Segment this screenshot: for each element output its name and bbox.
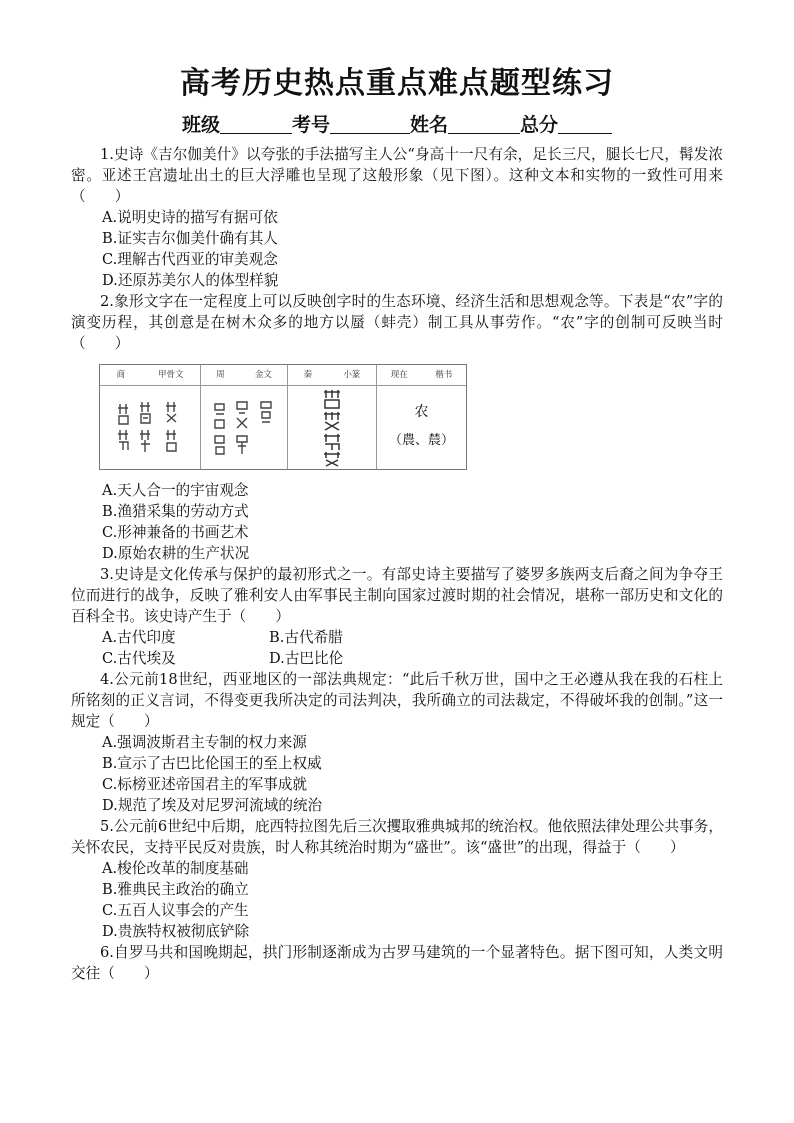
question-6-stem: 6.自罗马共和国晚期起，拱门形制逐渐成为古罗马建筑的一个显著特色。据下图可知，人类文明交往（ ） xyxy=(71,944,723,982)
question-2-option-a: A.天人合一的宇宙观念 xyxy=(102,482,249,499)
exam-number-blank[interactable] xyxy=(330,115,410,134)
era-label: 现在 xyxy=(390,370,408,380)
oracle-glyphs-image xyxy=(100,386,200,469)
class-blank[interactable] xyxy=(220,115,292,134)
script-label: 楷书 xyxy=(435,370,453,380)
question-2-option-b: B.渔猎采集的劳动方式 xyxy=(102,503,249,520)
question-3-stem: 3.史诗是文化传承与保护的最初形式之一。有部史诗主要描写了婆罗多族两支后裔之间为争夺王位而进行的战争，反映了雅利安人由军事民主制向国家过渡时期的社会情况，堪称一部历史和文化的百科全书。该史诗产生于（ ） xyxy=(71,566,723,625)
question-2-option-c: C.形神兼备的书画艺术 xyxy=(102,524,249,541)
evolution-column-bronze xyxy=(201,365,288,469)
evolution-column-oracle xyxy=(100,365,201,469)
script-label: 小篆 xyxy=(343,370,361,380)
question-2-stem: 2.象形文字在一定程度上可以反映创字时的生态环境、经济生活和思想观念等。下表是“农”字的演变历程，其创意是在树木众多的地方以蜃（蚌壳）制工具从事劳作。“农”字的创制可反映当时（ ） xyxy=(71,293,723,352)
total-score-blank[interactable] xyxy=(558,115,612,134)
script-label: 金文 xyxy=(254,370,272,380)
page-title: 高考历史热点重点难点题型练习 xyxy=(180,66,614,101)
question-5-option-a: A.梭伦改革的制度基础 xyxy=(102,860,249,877)
question-list xyxy=(71,144,723,984)
question-3-option-b: B.古代希腊 xyxy=(269,629,343,646)
class-label: 班级 xyxy=(181,114,220,136)
question-5-option-b: B.雅典民主政治的确立 xyxy=(102,881,249,898)
seal-glyphs-image xyxy=(288,386,376,469)
question-5-option-c: C.五百人议事会的产生 xyxy=(102,902,249,919)
question-1-option-d: D.还原苏美尔人的体型样貌 xyxy=(102,272,279,289)
question-2-option-d: D.原始农耕的生产状况 xyxy=(102,545,250,562)
character-evolution-table xyxy=(99,364,467,470)
question-3-option-a: A.古代印度 xyxy=(102,629,176,646)
era-label: 周 xyxy=(216,370,225,380)
evolution-column-seal xyxy=(288,365,377,469)
question-4-stem: 4.公元前18世纪，西亚地区的一部法典规定：“此后千秋万世，国中之王必遵从我在我的石柱上所铭刻的正义言词，不得变更我所决定的司法判决，我所确立的司法裁定，不得破坏我的创制。”这一规定（ ） xyxy=(71,671,723,730)
bronze-glyphs-image xyxy=(201,386,287,469)
question-5-option-d: D.贵族特权被彻底铲除 xyxy=(102,923,250,940)
question-3-option-d: D.古巴比伦 xyxy=(269,650,344,667)
question-3-options-row-1 xyxy=(71,627,723,648)
question-4-option-b: B.宣示了古巴比伦国王的至上权威 xyxy=(102,755,322,772)
era-label: 商 xyxy=(116,370,125,380)
modern-character: 农 xyxy=(414,404,429,420)
name-blank[interactable] xyxy=(448,115,520,134)
student-info-line xyxy=(0,110,794,137)
total-score-label: 总分 xyxy=(520,114,559,136)
question-4-option-a: A.强调波斯君主专制的权力来源 xyxy=(102,734,307,751)
name-label: 姓名 xyxy=(410,114,449,136)
era-label: 秦 xyxy=(303,370,313,380)
traditional-variants: （農、辳） xyxy=(388,433,454,448)
question-1-option-a: A.说明史诗的描写有据可依 xyxy=(102,209,278,226)
question-3-option-c: C.古代埃及 xyxy=(102,650,176,667)
question-1-stem: 1.史诗《吉尔伽美什》以夸张的手法描写主人公“身高十一尺有余，足长三尺，腿长七尺，髯发浓密。亚述王宫遗址出土的巨大浮雕也呈现了这般形象（见下图）。这种文本和实物的一致性可用来（ ） xyxy=(71,146,723,205)
question-1-option-c: C.理解古代西亚的审美观念 xyxy=(102,251,278,268)
question-1-option-b: B.证实吉尔伽美什确有其人 xyxy=(102,230,278,247)
question-3-options-row-2 xyxy=(71,648,723,669)
script-label: 甲骨文 xyxy=(157,370,184,380)
question-4-option-d: D.规范了埃及对尼罗河流域的统治 xyxy=(102,797,323,814)
question-5-stem: 5.公元前6世纪中后期，庇西特拉图先后三次攫取雅典城邦的统治权。他依照法律处理公共事务，关怀农民，支持平民反对贵族，时人称其统治时期为“盛世”。该“盛世”的出现，得益于（ ） xyxy=(71,818,723,856)
evolution-column-regular xyxy=(377,365,466,469)
exam-number-label: 考号 xyxy=(291,114,330,136)
question-4-option-c: C.标榜亚述帝国君主的军事成就 xyxy=(102,776,308,793)
